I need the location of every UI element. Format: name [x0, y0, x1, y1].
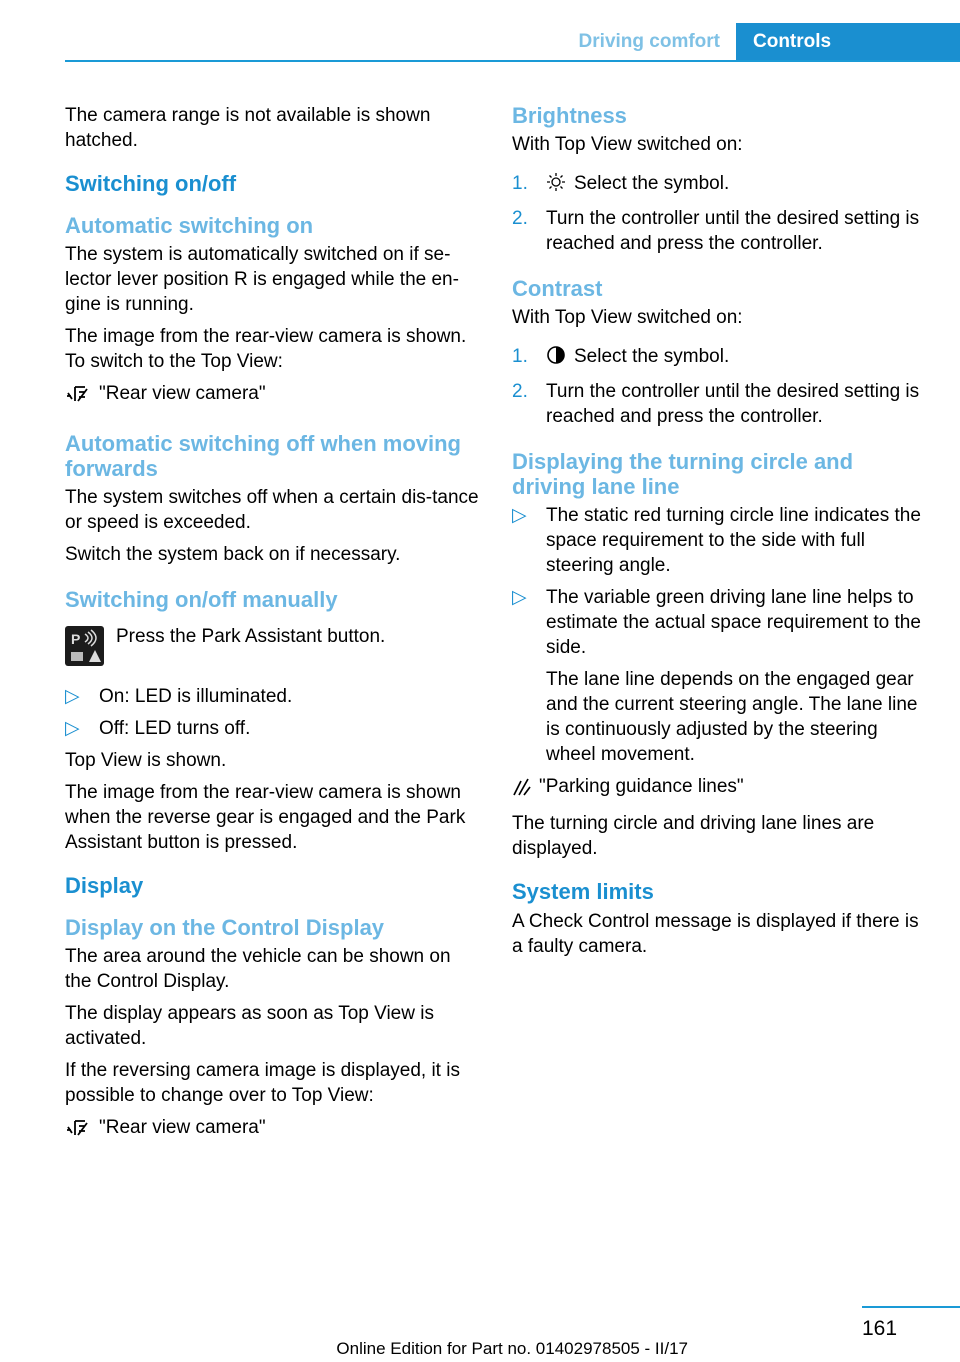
- header-chapter-tab: Controls: [736, 23, 960, 62]
- auto-off-paragraph: The system switches off when a certain dis-tance or speed is exceeded.: [65, 487, 479, 533]
- header-section-title: Driving comfort: [578, 31, 720, 52]
- footer-rule: [862, 1306, 960, 1308]
- menu-rear-camera-1: "Rear view camera": [65, 381, 481, 411]
- svg-text:P: P: [71, 631, 81, 647]
- heading-brightness: Brightness: [512, 103, 627, 128]
- page-number: 161: [862, 1317, 898, 1340]
- turning-displayed-paragraph: The turning circle and driving lane lines are displayed.: [512, 813, 875, 859]
- header-rule: [65, 60, 960, 62]
- heading-system-limits: System limits: [512, 879, 654, 904]
- brightness-with-paragraph: With Top View switched on:: [512, 134, 743, 155]
- triangle-bullet-icon: ▷: [512, 587, 527, 608]
- rear-image-paragraph: The image from the rear-view camera is shown. To switch to the Top View:: [65, 326, 467, 372]
- park-assistant-button-icon: [65, 626, 104, 666]
- triangle-bullet-icon: ▷: [65, 718, 80, 739]
- contrast-steps: [512, 344, 932, 429]
- left-column: [65, 103, 481, 1152]
- edition-note: Online Edition for Part no. 01402978505 - II/17: [336, 1339, 688, 1358]
- heading-switching: Switching on/off: [65, 171, 237, 196]
- rear-gear-paragraph: The image from the rear-view camera is shown when the reverse gear is engaged and the Park Assistant button is pressed.: [65, 782, 466, 853]
- turning-bullet-list: [512, 503, 932, 767]
- list-item: 2. Turn the controller until the desired setting is reached and press the controller.: [512, 208, 920, 254]
- brightness-sun-icon: [546, 172, 566, 199]
- area-paragraph: The area around the vehicle can be shown on the Control Display.: [65, 946, 451, 992]
- list-item: 1. Select the symbol.: [512, 171, 932, 199]
- heading-manual: Switching on/off manually: [65, 587, 338, 612]
- heading-auto-on: Automatic switching on: [65, 213, 314, 238]
- list-item: ▷ The static red turning circle line indicates the space requirement to the side with full steering angle.: [512, 505, 921, 576]
- menu-parking-guidance: "Parking guidance lines": [512, 774, 932, 804]
- heading-turning-circle: Displaying the turning circle and driving lane line: [512, 449, 854, 499]
- list-item: 2. Turn the controller until the desired setting is reached and press the controller.: [512, 381, 920, 427]
- parking-guidance-icon: [512, 774, 539, 804]
- led-bullet-list: [65, 684, 481, 741]
- topview-shown-paragraph: Top View is shown.: [65, 750, 227, 771]
- reversing-paragraph: If the reversing camera image is displayed, it is possible to change over to Top View:: [65, 1060, 460, 1106]
- contrast-with-paragraph: With Top View switched on:: [512, 307, 743, 328]
- heading-display: Display: [65, 873, 144, 898]
- triangle-bullet-icon: ▷: [65, 686, 80, 707]
- list-item: ▷ On: LED is illuminated.: [65, 686, 293, 707]
- rear-camera-icon: [65, 1115, 99, 1145]
- press-button-paragraph: Press the Park Assistant button.: [116, 626, 386, 647]
- contrast-icon: [546, 345, 566, 372]
- rear-camera-icon: [65, 381, 99, 411]
- auto-on-paragraph: The system is automatically switched on if se-lector lever position R is engaged while the en-gine is running.: [65, 244, 459, 315]
- triangle-bullet-icon: ▷: [512, 505, 527, 526]
- right-column: [512, 103, 932, 966]
- limits-paragraph: A Check Control message is displayed if there is a faulty camera.: [512, 911, 919, 957]
- list-item: ▷ Off: LED turns off.: [65, 718, 251, 739]
- switch-back-paragraph: Switch the system back on if necessary.: [65, 544, 401, 565]
- brightness-steps: [512, 171, 932, 256]
- heading-display-control: Display on the Control Display: [65, 915, 385, 940]
- menu-rear-camera-2: "Rear view camera": [65, 1115, 481, 1145]
- intro-paragraph: The camera range is not available is shown hatched.: [65, 105, 431, 151]
- heading-contrast: Contrast: [512, 276, 603, 301]
- appears-paragraph: The display appears as soon as Top View is activated.: [65, 1003, 434, 1049]
- list-item: 1. Select the symbol.: [512, 344, 932, 372]
- park-assistant-instruction: [65, 622, 481, 666]
- lane-depends-paragraph: The lane line depends on the engaged gear and the current steering angle. The lane line is continuously adjusted by the steering wheel movement.: [546, 669, 918, 765]
- heading-auto-off: Automatic switching off when moving forwards: [65, 431, 461, 481]
- list-item: ▷ The variable green driving lane line helps to estimate the actual space requirement to the side. The lane line depends on the engaged gear and the current steering angle. The lane line is continuously adjusted by the steering wheel movement.: [512, 585, 932, 767]
